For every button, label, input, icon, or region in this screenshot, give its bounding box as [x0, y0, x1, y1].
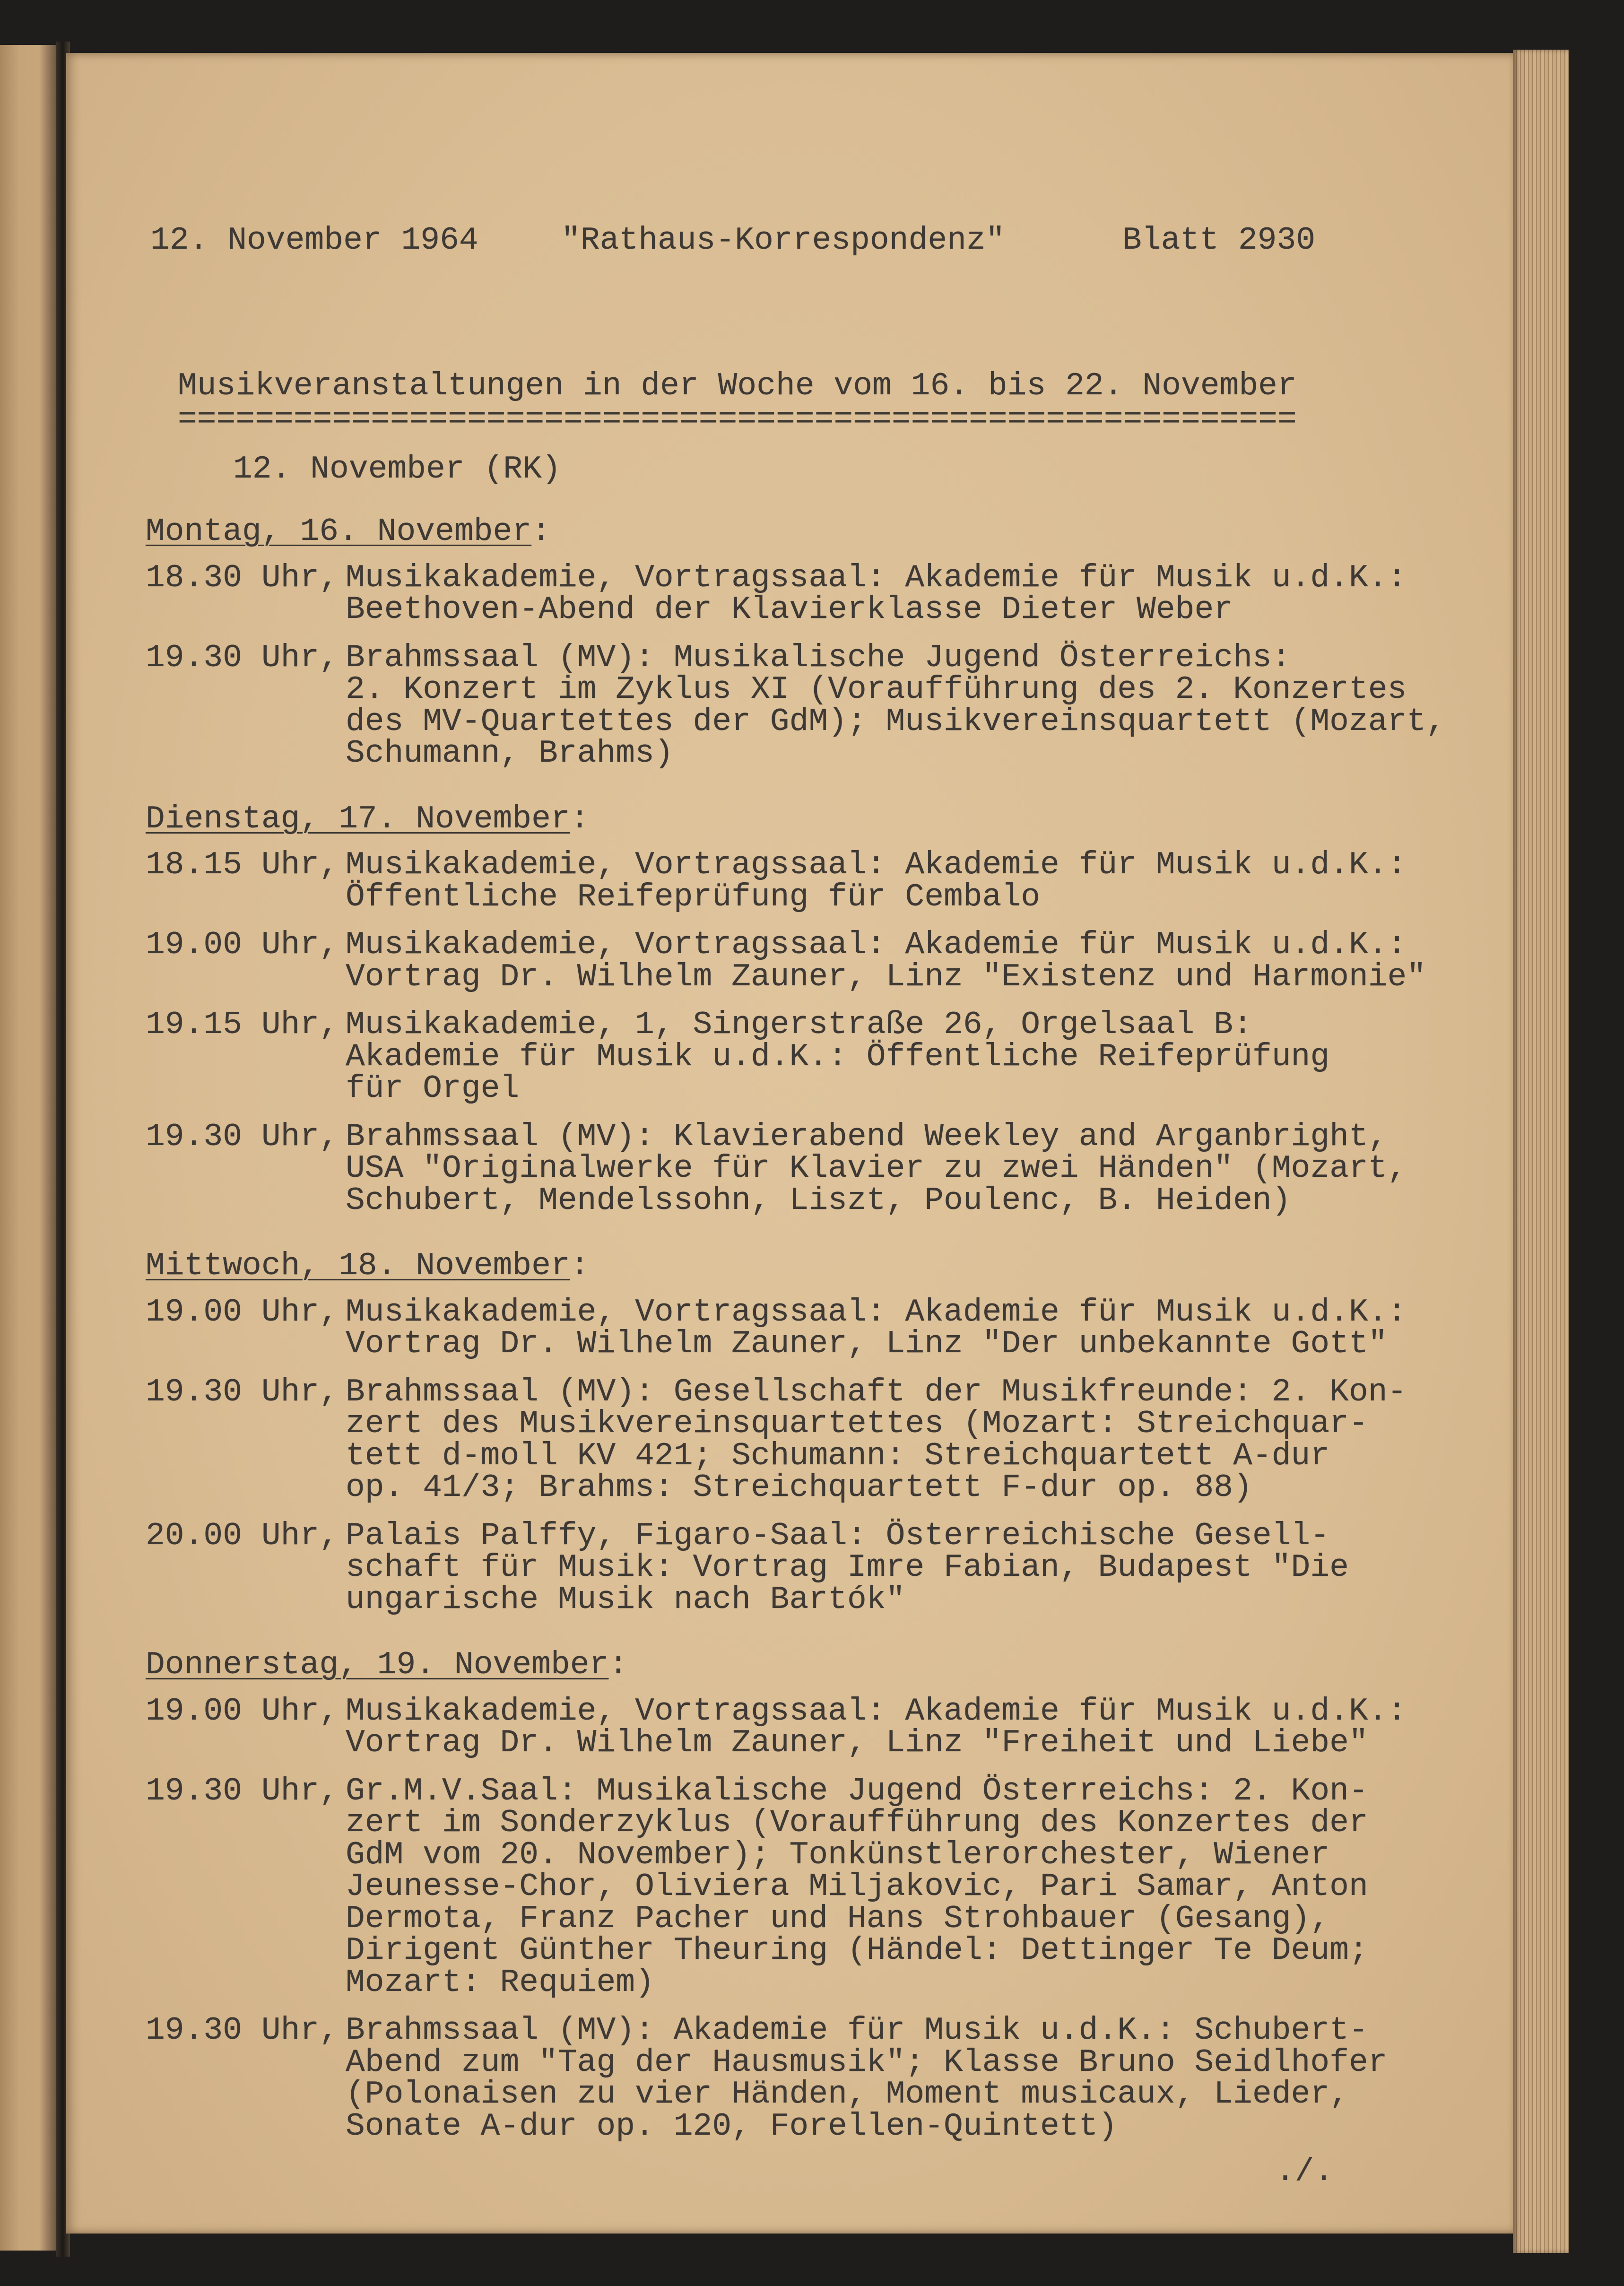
event-time: 19.00 Uhr, — [146, 1693, 339, 1730]
event-line: Vortrag Dr. Wilhelm Zauner, Linz "Der unbekannte Gott" — [346, 1326, 1388, 1362]
event-entry — [146, 559, 1507, 628]
event-description — [346, 849, 1507, 913]
day-heading-label: Mittwoch, 18. November — [146, 1248, 570, 1284]
event-description — [346, 1009, 1507, 1105]
day-section — [146, 513, 1507, 772]
event-line: zert des Musikvereinsquartettes (Mozart: Streichquar- — [346, 1406, 1368, 1442]
event-line: (Polonaisen zu vier Händen, Moment musicaux, Lieder, — [346, 2076, 1349, 2112]
day-section — [146, 1250, 1507, 1616]
day-heading — [146, 513, 1507, 550]
day-heading-label: Montag, 16. November — [146, 513, 532, 550]
title-rule: ========================================================== — [178, 401, 1297, 438]
day-heading-colon: : — [570, 1248, 590, 1284]
event-time: 19.30 Uhr, — [146, 1773, 339, 1809]
event-line: Öffentliche Reifeprüfung für Cembalo — [346, 878, 1041, 915]
event-line: Schumann, Brahms) — [346, 735, 674, 772]
event-line: Musikakademie, Vortragssaal: Akademie für Musik u.d.K.: — [346, 1294, 1407, 1330]
day-section — [146, 1647, 1507, 2145]
event-entry — [146, 1775, 1507, 1999]
event-entry — [146, 1695, 1507, 1759]
event-entry — [146, 849, 1507, 913]
event-time: 19.00 Uhr, — [146, 927, 339, 963]
day-heading — [146, 1250, 1507, 1282]
event-entry — [146, 1517, 1507, 1618]
event-description — [346, 1373, 1507, 1506]
event-line: Musikakademie, Vortragssaal: Akademie für Musik u.d.K.: — [346, 559, 1407, 596]
event-schedule — [146, 513, 1507, 2145]
day-heading-label: Dienstag, 17. November — [146, 800, 570, 837]
event-line: GdM vom 20. November); Tonkünstlerorchester, Wiener — [346, 1836, 1330, 1873]
event-time: 19.30 Uhr, — [146, 2012, 339, 2049]
event-line: Brahmssaal (MV): Musikalische Jugend Österreichs: — [346, 639, 1291, 676]
event-line: Palais Palffy, Figaro-Saal: Österreichische Gesell- — [346, 1517, 1330, 1554]
schedule-title: Musikveranstaltungen in der Woche vom 16. bis 22. November — [178, 368, 1297, 404]
event-line: Vortrag Dr. Wilhelm Zauner, Linz "Existenz und Harmonie" — [346, 958, 1426, 995]
event-description — [346, 1775, 1507, 1999]
event-line: zert im Sonderzyklus (Voraufführung des Konzertes der — [346, 1805, 1368, 1841]
event-entry — [146, 1118, 1507, 1219]
continuation-mark: ./. — [1276, 2154, 1334, 2190]
event-line: für Orgel — [346, 1070, 520, 1107]
event-time: 19.30 Uhr, — [146, 1118, 339, 1155]
event-time: 19.15 Uhr, — [146, 1007, 339, 1043]
event-line: Abend zum "Tag der Hausmusik"; Klasse Bruno Seidlhofer — [346, 2044, 1388, 2081]
event-entry — [146, 1296, 1507, 1360]
event-entry — [146, 929, 1507, 993]
event-time: 19.30 Uhr, — [146, 639, 339, 676]
event-line: tett d-moll KV 421; Schumann: Streichquartett A-dur — [346, 1437, 1330, 1474]
adjacent-page-edge — [0, 45, 56, 2251]
dateline: 12. November (RK) — [233, 451, 561, 487]
event-line: op. 41/3; Brahms: Streichquartett F-dur op. 88) — [346, 1469, 1252, 1506]
page-stack-edge — [1513, 50, 1569, 2253]
event-line: Gr.M.V.Saal: Musikalische Jugend Österreichs: 2. Kon- — [346, 1773, 1368, 1809]
event-entry — [146, 1373, 1507, 1506]
day-section — [146, 800, 1507, 1219]
event-description — [346, 1118, 1507, 1219]
event-line: des MV-Quartettes der GdM); Musikvereinsquartett (Mozart, — [346, 703, 1445, 740]
event-description — [346, 2012, 1507, 2145]
event-line: Dermota, Franz Pacher und Hans Strohbauer (Gesang), — [346, 1900, 1330, 1937]
day-heading-colon: : — [531, 513, 551, 550]
event-line: Sonate A-dur op. 120, Forellen-Quintett) — [346, 2108, 1118, 2145]
header-sheet-number: Blatt 2930 — [1122, 222, 1316, 259]
event-entry — [146, 2012, 1507, 2145]
event-entry — [146, 1009, 1507, 1105]
event-line: 2. Konzert im Zyklus XI (Voraufführung des 2. Konzertes — [346, 671, 1407, 708]
event-line: Dirigent Günther Theuring (Händel: Dettinger Te Deum; — [346, 1932, 1368, 1969]
event-line: Vortrag Dr. Wilhelm Zauner, Linz "Freiheit und Liebe" — [346, 1725, 1368, 1761]
event-line: schaft für Musik: Vortrag Imre Fabian, Budapest "Die — [346, 1549, 1349, 1586]
event-time: 20.00 Uhr, — [146, 1517, 339, 1554]
day-heading-colon: : — [608, 1647, 628, 1683]
event-time: 18.30 Uhr, — [146, 559, 339, 596]
event-description — [346, 1296, 1507, 1360]
event-entry — [146, 639, 1507, 772]
day-heading-label: Donnerstag, 19. November — [146, 1647, 609, 1683]
header-publication: "Rathaus-Korrespondenz" — [561, 222, 1005, 259]
event-line: Brahmssaal (MV): Gesellschaft der Musikfreunde: 2. Kon- — [346, 1373, 1407, 1410]
event-line: Musikakademie, Vortragssaal: Akademie für Musik u.d.K.: — [346, 1693, 1407, 1730]
event-time: 19.30 Uhr, — [146, 1373, 339, 1410]
event-time: 19.00 Uhr, — [146, 1294, 339, 1330]
event-line: Musikakademie, Vortragssaal: Akademie für Musik u.d.K.: — [346, 927, 1407, 963]
header-date: 12. November 1964 — [150, 222, 478, 259]
event-description — [346, 1695, 1507, 1759]
event-line: Beethoven-Abend der Klavierklasse Dieter Weber — [346, 591, 1233, 628]
event-description — [346, 929, 1507, 993]
day-heading — [146, 800, 1507, 837]
event-line: Mozart: Requiem) — [346, 1964, 654, 2001]
day-heading-colon: : — [570, 800, 590, 837]
day-heading — [146, 1649, 1507, 1681]
event-line: Brahmssaal (MV): Klavierabend Weekley and Arganbright, — [346, 1118, 1388, 1155]
event-description — [346, 559, 1507, 628]
event-description — [346, 1517, 1507, 1618]
event-line: Musikakademie, Vortragssaal: Akademie für Musik u.d.K.: — [346, 847, 1407, 883]
event-line: Akademie für Musik u.d.K.: Öffentliche Reifeprüfung — [346, 1038, 1330, 1075]
event-time: 18.15 Uhr, — [146, 847, 339, 883]
event-line: Jeunesse-Chor, Oliviera Miljakovic, Pari Samar, Anton — [346, 1869, 1368, 1905]
event-line: USA "Originalwerke für Klavier zu zwei Händen" (Mozart, — [346, 1150, 1407, 1187]
event-line: Musikakademie, 1, Singerstraße 26, Orgelsaal B: — [346, 1007, 1252, 1043]
event-line: ungarische Musik nach Bartók" — [346, 1581, 905, 1618]
event-line: Brahmssaal (MV): Akademie für Musik u.d.K.: Schubert- — [346, 2012, 1368, 2049]
event-description — [346, 639, 1507, 772]
event-line: Schubert, Mendelssohn, Liszt, Poulenc, B. Heiden) — [346, 1182, 1291, 1219]
